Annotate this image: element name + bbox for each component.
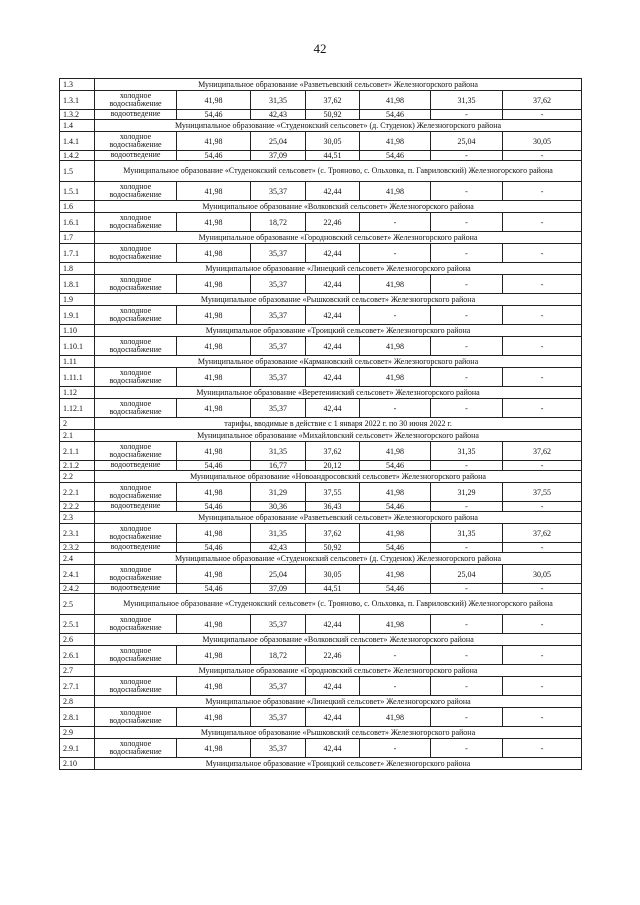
tariff-value: 41,98 [360,337,431,356]
tariff-value: 31,29 [251,483,306,502]
tariff-value: - [503,708,582,727]
row-code: 2.1.2 [60,461,95,471]
service-name: водоотведение [95,110,177,120]
tariff-value: 35,37 [251,677,306,696]
row-code: 1.7 [60,232,95,244]
section-title: Муниципальное образование «Кармановский сельсовет» Железногорского района [95,356,582,368]
tariff-value: - [503,677,582,696]
row-code: 2.4.1 [60,565,95,584]
tariff-value: - [431,399,503,418]
service-name: холодное водоснабжение [95,708,177,727]
tariff-value: 16,77 [251,461,306,471]
tariff-value: 31,35 [431,442,503,461]
tariff-value: 41,98 [177,213,251,232]
tariff-value: 37,55 [306,483,360,502]
table-row [60,708,582,727]
tariff-value: 25,04 [431,132,503,151]
tariff-value: 35,37 [251,275,306,294]
tariff-value: 41,98 [360,565,431,584]
section-title: Муниципальное образование «Городновский сельсовет» Железногорского района [95,232,582,244]
table-row [60,584,582,594]
service-name: холодное водоснабжение [95,483,177,502]
tariff-value: 54,46 [360,502,431,512]
section-title: Муниципальное образование «Веретенинский сельсовет» Железногорского района [95,387,582,399]
tariff-value: 41,98 [177,524,251,543]
row-code: 1.12.1 [60,399,95,418]
section-title: Муниципальное образование «Студенокский сельсовет» (с. Трояново, с. Ольховка, п. Гавриловский) Железногорского района [95,594,582,615]
row-code: 1.6.1 [60,213,95,232]
tariff-value: - [431,461,503,471]
row-code: 2.5 [60,594,95,615]
table-row [60,151,582,161]
section-header-row [60,512,582,524]
service-name: холодное водоснабжение [95,213,177,232]
section-title: Муниципальное образование «Троицкий сельсовет» Железногорского района [95,325,582,337]
tariff-value: 54,46 [360,110,431,120]
row-code: 1.9 [60,294,95,306]
section-header-row [60,665,582,677]
row-code: 2.2 [60,471,95,483]
table-row [60,110,582,120]
tariff-value: - [431,677,503,696]
service-name: водоотведение [95,151,177,161]
table-row [60,399,582,418]
tariff-value: 41,98 [177,646,251,665]
row-code: 2.8.1 [60,708,95,727]
tariff-value: - [431,584,503,594]
tariff-value: 37,62 [306,442,360,461]
table-row [60,368,582,387]
tariff-value: - [360,244,431,263]
tariff-value: 42,44 [306,275,360,294]
row-code: 2.4.2 [60,584,95,594]
tariff-value: - [503,151,582,161]
tariff-value: 35,37 [251,306,306,325]
section-title: Муниципальное образование «Линецкий сельсовет» Железногорского района [95,263,582,275]
table-row [60,739,582,758]
row-code: 1.3.2 [60,110,95,120]
tariff-value: 18,72 [251,213,306,232]
section-header-row [60,634,582,646]
section-header-row [60,263,582,275]
table-row [60,615,582,634]
tariff-value: 41,98 [360,524,431,543]
row-code: 2.7 [60,665,95,677]
tariff-value: 35,37 [251,615,306,634]
service-name: холодное водоснабжение [95,646,177,665]
section-title: Муниципальное образование «Разветьевский сельсовет» Железногорского района [95,79,582,91]
table-row [60,442,582,461]
tariff-value: - [503,739,582,758]
tariff-value: - [503,275,582,294]
tariff-value: 37,62 [306,524,360,543]
tariff-value: 42,44 [306,306,360,325]
row-code: 1.8 [60,263,95,275]
tariff-value: - [431,182,503,201]
tariff-value: - [431,502,503,512]
tariff-value: 37,09 [251,151,306,161]
row-code: 1.8.1 [60,275,95,294]
tariff-value: 50,92 [306,543,360,553]
service-name: холодное водоснабжение [95,677,177,696]
tariff-value: 41,98 [177,615,251,634]
row-code: 1.10.1 [60,337,95,356]
table-row [60,502,582,512]
service-name: холодное водоснабжение [95,182,177,201]
tariff-value: 31,35 [251,524,306,543]
row-code: 1.5 [60,161,95,182]
table-row [60,646,582,665]
tariff-value: 20,12 [306,461,360,471]
tariff-value: - [431,543,503,553]
tariff-value: 41,98 [177,483,251,502]
tariff-value: - [360,306,431,325]
section-title: Муниципальное образование «Волковский сельсовет» Железногорского района [95,634,582,646]
row-code: 2.8 [60,696,95,708]
page-number: 42 [313,41,327,56]
tariff-value: 31,35 [431,91,503,110]
tariff-value: - [503,337,582,356]
section-header-row [60,387,582,399]
tariff-value: - [503,399,582,418]
tariff-value: - [360,399,431,418]
row-code: 2.7.1 [60,677,95,696]
tariff-value: 25,04 [251,132,306,151]
tariff-value: 35,37 [251,368,306,387]
tariff-value: 31,35 [431,524,503,543]
tariff-value: - [431,306,503,325]
tariff-value: - [431,368,503,387]
table-row [60,543,582,553]
tariff-value: - [503,213,582,232]
row-code: 1.6 [60,201,95,213]
service-name: холодное водоснабжение [95,442,177,461]
tariff-value: 18,72 [251,646,306,665]
tariff-value: - [503,461,582,471]
tariff-value: 42,44 [306,677,360,696]
table-row [60,483,582,502]
tariff-value: 42,44 [306,337,360,356]
row-code: 2.3.2 [60,543,95,553]
section-title: Муниципальное образование «Михайловский сельсовет» Железногорского района [95,430,582,442]
tariff-value: 41,98 [360,708,431,727]
section-title: Муниципальное образование «Троицкий сельсовет» Железногорского района [95,758,582,770]
tariff-value: 35,37 [251,399,306,418]
tariff-value: 41,98 [177,565,251,584]
tariff-value: 42,44 [306,368,360,387]
row-code: 2.6 [60,634,95,646]
row-code: 2.6.1 [60,646,95,665]
table-row [60,132,582,151]
section-title: Муниципальное образование «Рышковский сельсовет» Железногорского района [95,727,582,739]
row-code: 1.11 [60,356,95,368]
service-name: холодное водоснабжение [95,565,177,584]
row-code: 2.5.1 [60,615,95,634]
tariff-value: - [431,244,503,263]
table-row [60,565,582,584]
section-header-row [60,356,582,368]
tariff-value: 36,43 [306,502,360,512]
section-header-row [60,553,582,565]
tariff-value: - [360,213,431,232]
service-name: холодное водоснабжение [95,399,177,418]
table-row [60,677,582,696]
section-header-row [60,430,582,442]
tariff-value: 31,35 [251,442,306,461]
tariff-value: 42,43 [251,110,306,120]
tariff-value: 42,43 [251,543,306,553]
tariff-value: 44,51 [306,151,360,161]
tariff-value: 35,37 [251,739,306,758]
tariff-value: 31,29 [431,483,503,502]
tariff-value: - [360,646,431,665]
row-code: 1.12 [60,387,95,399]
tariff-table-body [60,79,582,770]
service-name: холодное водоснабжение [95,615,177,634]
row-code: 2.2.1 [60,483,95,502]
tariff-value: 54,46 [360,151,431,161]
service-name: холодное водоснабжение [95,275,177,294]
section-title: Муниципальное образование «Рышковский сельсовет» Железногорского района [95,294,582,306]
tariff-value: 35,37 [251,182,306,201]
row-code: 1.4.1 [60,132,95,151]
tariff-value: 41,98 [360,132,431,151]
table-row [60,91,582,110]
service-name: водоотведение [95,502,177,512]
tariff-value: 30,05 [503,132,582,151]
tariff-value: - [431,615,503,634]
tariff-value: 41,98 [360,615,431,634]
tariff-value: 41,98 [360,442,431,461]
tariff-value: 54,46 [177,502,251,512]
table-row [60,524,582,543]
row-code: 2.1 [60,430,95,442]
tariff-value: 35,37 [251,337,306,356]
service-name: холодное водоснабжение [95,132,177,151]
tariff-value: 42,44 [306,399,360,418]
row-code: 1.3.1 [60,91,95,110]
table-row [60,306,582,325]
tariff-value: 41,98 [360,275,431,294]
section-header-row [60,418,582,430]
row-code: 1.4.2 [60,151,95,161]
tariff-value: 42,44 [306,708,360,727]
tariff-value: 54,46 [177,461,251,471]
tariff-table [59,78,582,770]
section-header-row [60,201,582,213]
row-code: 1.9.1 [60,306,95,325]
table-row [60,461,582,471]
tariff-value: - [503,110,582,120]
tariff-value: 37,62 [503,442,582,461]
service-name: холодное водоснабжение [95,739,177,758]
tariff-value: 37,55 [503,483,582,502]
tariff-value: 54,46 [177,584,251,594]
tariff-value: - [431,337,503,356]
section-title: тарифы, вводимые в действие с 1 января 2022 г. по 30 июня 2022 г. [95,418,582,430]
table-row [60,244,582,263]
row-code: 1.4 [60,120,95,132]
tariff-value: 54,46 [360,543,431,553]
tariff-value: 41,98 [177,708,251,727]
tariff-value: 42,44 [306,244,360,263]
tariff-value: 35,37 [251,244,306,263]
row-code: 2.4 [60,553,95,565]
row-code: 2.1.1 [60,442,95,461]
tariff-value: 30,05 [306,565,360,584]
section-header-row [60,161,582,182]
row-code: 2.3.1 [60,524,95,543]
service-name: холодное водоснабжение [95,306,177,325]
service-name: холодное водоснабжение [95,91,177,110]
tariff-value: - [360,677,431,696]
tariff-value: 35,37 [251,708,306,727]
tariff-value: - [503,182,582,201]
tariff-value: 41,98 [177,399,251,418]
section-header-row [60,758,582,770]
tariff-value: 44,51 [306,584,360,594]
tariff-value: - [503,368,582,387]
section-header-row [60,727,582,739]
section-header-row [60,294,582,306]
tariff-value: 37,62 [306,91,360,110]
tariff-value: - [431,275,503,294]
tariff-value: 41,98 [177,244,251,263]
tariff-value: - [503,646,582,665]
tariff-value: 41,98 [177,182,251,201]
tariff-value: - [360,739,431,758]
tariff-value: 37,62 [503,91,582,110]
tariff-value: - [503,502,582,512]
tariff-value: 41,98 [360,91,431,110]
tariff-value: - [431,213,503,232]
tariff-value: 41,98 [177,677,251,696]
tariff-value: 25,04 [431,565,503,584]
tariff-value: 41,98 [177,368,251,387]
tariff-value: 41,98 [177,739,251,758]
table-row [60,213,582,232]
row-code: 2.9 [60,727,95,739]
tariff-value: 54,46 [177,110,251,120]
section-title: Муниципальное образование «Городновский сельсовет» Железногорского района [95,665,582,677]
section-header-row [60,471,582,483]
row-code: 1.5.1 [60,182,95,201]
tariff-value: 41,98 [177,91,251,110]
row-code: 1.10 [60,325,95,337]
tariff-value: 37,09 [251,584,306,594]
tariff-value: 30,36 [251,502,306,512]
tariff-value: - [503,615,582,634]
tariff-value: 54,46 [360,584,431,594]
tariff-value: 54,46 [177,151,251,161]
section-title: Муниципальное образование «Студенокский сельсовет» (д. Студенок) Железногорского района [95,553,582,565]
service-name: водоотведение [95,543,177,553]
tariff-value: 31,35 [251,91,306,110]
tariff-value: 30,05 [306,132,360,151]
section-header-row [60,325,582,337]
tariff-value: 41,98 [177,306,251,325]
section-title: Муниципальное образование «Волковский сельсовет» Железногорского района [95,201,582,213]
service-name: холодное водоснабжение [95,368,177,387]
tariff-value: 42,44 [306,615,360,634]
tariff-value: 41,98 [177,275,251,294]
tariff-value: - [431,739,503,758]
tariff-value: - [431,708,503,727]
service-name: водоотведение [95,584,177,594]
tariff-value: 50,92 [306,110,360,120]
tariff-value: 22,46 [306,646,360,665]
tariff-value: 37,62 [503,524,582,543]
row-code: 2 [60,418,95,430]
table-row [60,182,582,201]
tariff-value: 54,46 [177,543,251,553]
section-title: Муниципальное образование «Студенокский сельсовет» (д. Студенок) Железногорского района [95,120,582,132]
section-title: Муниципальное образование «Линецкий сельсовет» Железногорского района [95,696,582,708]
section-header-row [60,594,582,615]
table-row [60,337,582,356]
tariff-value: - [503,306,582,325]
section-header-row [60,696,582,708]
service-name: водоотведение [95,461,177,471]
tariff-value: 42,44 [306,739,360,758]
row-code: 2.2.2 [60,502,95,512]
row-code: 1.7.1 [60,244,95,263]
service-name: холодное водоснабжение [95,244,177,263]
tariff-value: - [431,110,503,120]
tariff-value: - [431,151,503,161]
section-title: Муниципальное образование «Новоандросовский сельсовет» Железногорского района [95,471,582,483]
tariff-value: 41,98 [177,442,251,461]
section-title: Муниципальное образование «Разветьевский сельсовет» Железногорского района [95,512,582,524]
service-name: холодное водоснабжение [95,337,177,356]
tariff-value: - [503,584,582,594]
tariff-value: - [431,646,503,665]
section-header-row [60,232,582,244]
section-header-row [60,120,582,132]
tariff-value: 30,05 [503,565,582,584]
tariff-value: 41,98 [177,132,251,151]
tariff-value: 41,98 [360,368,431,387]
tariff-value: 22,46 [306,213,360,232]
service-name: холодное водоснабжение [95,524,177,543]
section-header-row [60,79,582,91]
table-row [60,275,582,294]
row-code: 2.9.1 [60,739,95,758]
row-code: 2.3 [60,512,95,524]
row-code: 2.10 [60,758,95,770]
tariff-value: - [503,244,582,263]
row-code: 1.11.1 [60,368,95,387]
tariff-value: 25,04 [251,565,306,584]
tariff-value: 41,98 [177,337,251,356]
row-code: 1.3 [60,79,95,91]
tariff-value: 42,44 [306,182,360,201]
tariff-value: 41,98 [360,182,431,201]
tariff-value: 41,98 [360,483,431,502]
tariff-value: 54,46 [360,461,431,471]
section-title: Муниципальное образование «Студенокский сельсовет» (с. Трояново, с. Ольховка, п. Гавриловский) Железногорского района [95,161,582,182]
tariff-value: - [503,543,582,553]
